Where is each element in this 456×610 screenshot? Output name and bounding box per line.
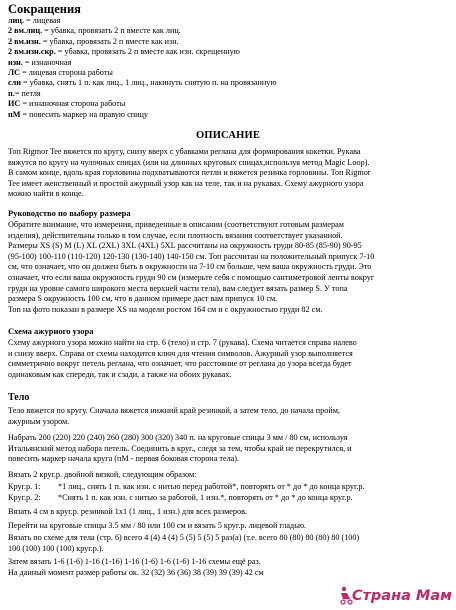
text-line: Обратите внимание, что измерения, приведенные в описании (соответствуют готовым размерам xyxy=(8,220,344,229)
rib-intro-line xyxy=(8,470,448,481)
text-line: Вязать по схеме для тела (стр. 6) всего 4 (4) 4 (4) 5 (5) 5 (5) 5 раз(а) (т.е. всего 80 (80) 80 (80) 80 (100) xyxy=(8,533,360,542)
text-line: Набрать 200 (220) 220 (240) 260 (280) 300 (320) 340 п. на круговые спицы 3 мм / 80 см, используя xyxy=(8,433,348,442)
abbreviation-item xyxy=(8,37,276,47)
size-guide-paragraph xyxy=(8,220,448,315)
switch-needles-line xyxy=(8,521,448,532)
abbreviation-term: изн. xyxy=(8,57,23,67)
repeat-text: Затем вязать 1-6 (1-6) 1-16 (1-16) 1-16 (1-6) 1-6 (1-6) 1-16 схемы ещё раз. xyxy=(8,557,261,566)
text-line: (95-100) 100-110 (110-120) 120-130 (130-140) 140-150 см. Топ рассчитан на положительный припуск 7-10 xyxy=(8,251,375,261)
rounds-list xyxy=(8,482,365,503)
text-line: одинаковым как спереди, так и сзади, а также на обоих рукавах. xyxy=(8,369,232,379)
text-line: Тело вяжется по кругу. Сначала вяжется нижний край резинкой, а затем тело, до начала пройм, xyxy=(8,406,340,415)
text-line: см, что означает, что он должен быть в окружности на 7-10 см больше, чем ваша окружность груди. Это xyxy=(8,262,372,272)
abbreviation-desc: = убавка, провязать 2 п вместе как лиц. xyxy=(42,26,181,36)
rib-intro-text: Вязать 2 круг.р. двойной вязкой, следующим образом: xyxy=(8,470,197,479)
abbreviation-desc: = убавка, снять 1 п. как лиц., 1 лиц., накинуть снятую п. на провязанную xyxy=(20,78,277,88)
abbreviation-desc: = изнаночная xyxy=(22,57,72,67)
text-line: Размеры XS (S) M (L) XL (2XL) 3XL (4XL) 5XL рассчитаны на окружность груди 80-85 (85-90) 90-95 xyxy=(8,241,362,251)
cast-on-paragraph xyxy=(8,433,448,465)
abbreviation-item xyxy=(8,110,276,120)
round-instruction: *1 лиц., снять 1 п. как изн. с нитью перед работой*, повторять от * до * до конца круг.р. xyxy=(58,482,365,491)
round-label: Круг.р. 1: xyxy=(8,482,41,491)
description-title: ОПИСАНИЕ xyxy=(195,130,261,141)
text-line: Топ на фото показан в размере XS на модели ростом 164 см и с окружностью груди 82 см. xyxy=(8,304,323,314)
chart-repeat-paragraph xyxy=(8,533,448,554)
switch-needles-text: Перейти на круговые спицы 3.5 мм / 80 или 100 см и вязать 5 круг.р. лицевой гладью. xyxy=(8,521,307,530)
text-line: Итальянский метод набора петель. Соединить в круг., следя за тем, чтобы край не перекрутился, и xyxy=(8,443,352,453)
abbreviation-item xyxy=(8,78,276,88)
text-line: 100 (100) 100 (100) круг.р.). xyxy=(8,543,104,553)
text-line: груди на уровне самого широкого места верхней части тела), вам следует вязать размер S. У топа xyxy=(8,283,348,293)
abbreviation-term: пМ xyxy=(8,109,21,119)
abbreviation-item xyxy=(8,89,276,99)
size-guide-title: Руководство по выбору размера xyxy=(8,208,131,218)
lace-chart-paragraph xyxy=(8,338,448,380)
abbreviation-item xyxy=(8,16,276,26)
abbreviations-list xyxy=(8,16,276,120)
abbreviation-item xyxy=(8,26,276,36)
abbreviation-term: ИС xyxy=(8,99,21,109)
lace-chart-title: Схема ажурного узора xyxy=(8,326,94,336)
abbreviation-desc: = убавка, провязать 2 п вместе как изн. xyxy=(40,36,179,46)
repeat-line xyxy=(8,557,448,568)
round-row xyxy=(8,493,365,504)
text-line: и снизу вверх. Справа от схемы находится ключ для чтения символов. Ажурный узор выполняется xyxy=(8,348,353,358)
round-row xyxy=(8,482,365,493)
abbreviation-item xyxy=(8,47,276,57)
text-line: размера S окружность 100 см, что в данном примере даст вам припуск 10 см. xyxy=(8,294,278,304)
text-line: Tee имеет женственный и простой ажурный узор как на теле, так и на рукавах. Схему ажурного узора xyxy=(8,178,364,188)
abbreviation-desc: = убавка, провязать 2 п вместе как изн. скрещенную xyxy=(55,47,240,57)
round-label: Круг.р. 2: xyxy=(8,492,41,502)
text-line: ажурным узором. xyxy=(8,416,70,426)
body-intro-paragraph xyxy=(8,406,448,427)
abbreviation-term: п. xyxy=(8,88,15,98)
abbreviation-item xyxy=(8,99,276,109)
text-line: вяжутся по кругу на чулочных спицах (или на длинных круговых спицах,используя метод Magic Loop). xyxy=(8,157,370,167)
abbreviation-desc: = петля xyxy=(14,88,41,98)
abbreviation-term: 2 вм.изн. xyxy=(8,36,41,46)
abbreviations-title: Сокращения xyxy=(8,2,81,16)
stroller-logo-icon xyxy=(338,585,356,605)
text-line: можно найти в конце. xyxy=(8,189,84,199)
abbreviation-desc: = лицевая xyxy=(24,16,61,25)
text-line: симметрично вокруг петель реглана, что означает, что расстояние от реглана до узора всегда будет xyxy=(8,359,352,369)
text-line: В самом конце, вдоль края горловины подхватываются петли и вяжется резинка горловины. Топ Rigmor xyxy=(8,168,371,178)
last-line-text: На данный момент размер работы ок. 32 (32) 36 (36) 38 (39) 39 (39) 42 см xyxy=(8,568,264,577)
abbreviation-desc: = лицевая сторона работы xyxy=(20,68,113,78)
abbreviation-term: ЛС xyxy=(8,68,21,78)
text-line: повесить маркер начала круга (пМ - первая боковая сторона тела). xyxy=(8,454,240,464)
round-instruction: *Снять 1 п. как изн. с нитью за работой, 1 изн.*, повторять от * до * до конца круг.р. xyxy=(58,492,353,502)
rib-4cm-text: Вязать 4 см в круг.р. резинкой 1х1 (1 лиц., 1 изн.) для всех размеров. xyxy=(8,507,247,516)
body-section-title: Тело xyxy=(8,392,30,403)
site-watermark xyxy=(352,585,452,604)
watermark-text: Страна Мам xyxy=(351,588,452,604)
text-line: Схему ажурного узора можно найти на стр. 6 (тело) и стр. 7 (рукава). Схема читается справа налево xyxy=(8,338,357,347)
text-line: означает, что если ваша окружность груди 90 см (измерьте себя с помощью сантиметровой ленты вокруг xyxy=(8,272,375,282)
abbreviation-term: 2 вм.изн.скр. xyxy=(8,47,56,57)
abbreviation-term: лиц. xyxy=(8,16,25,25)
abbreviation-item xyxy=(8,68,276,78)
abbreviation-item xyxy=(8,58,276,68)
abbreviation-term: сли xyxy=(8,78,21,88)
abbreviation-desc: = повесить маркер на правую спицу xyxy=(20,109,148,119)
text-line: Топ Rigmor Tee вяжется по кругу, снизу вверх с убавками реглана для формирования кокетки. Рукава xyxy=(8,147,361,156)
text-line: изделия), действительны только в том случае, если плотность вязания соответствует указанной. xyxy=(8,230,343,240)
abbreviation-desc: = изнаночная сторона работы xyxy=(20,99,126,109)
rib-4cm-line xyxy=(8,507,448,518)
abbreviation-term: 2 вм.лиц. xyxy=(8,26,43,36)
last-line xyxy=(8,568,448,577)
description-paragraph xyxy=(8,147,448,200)
